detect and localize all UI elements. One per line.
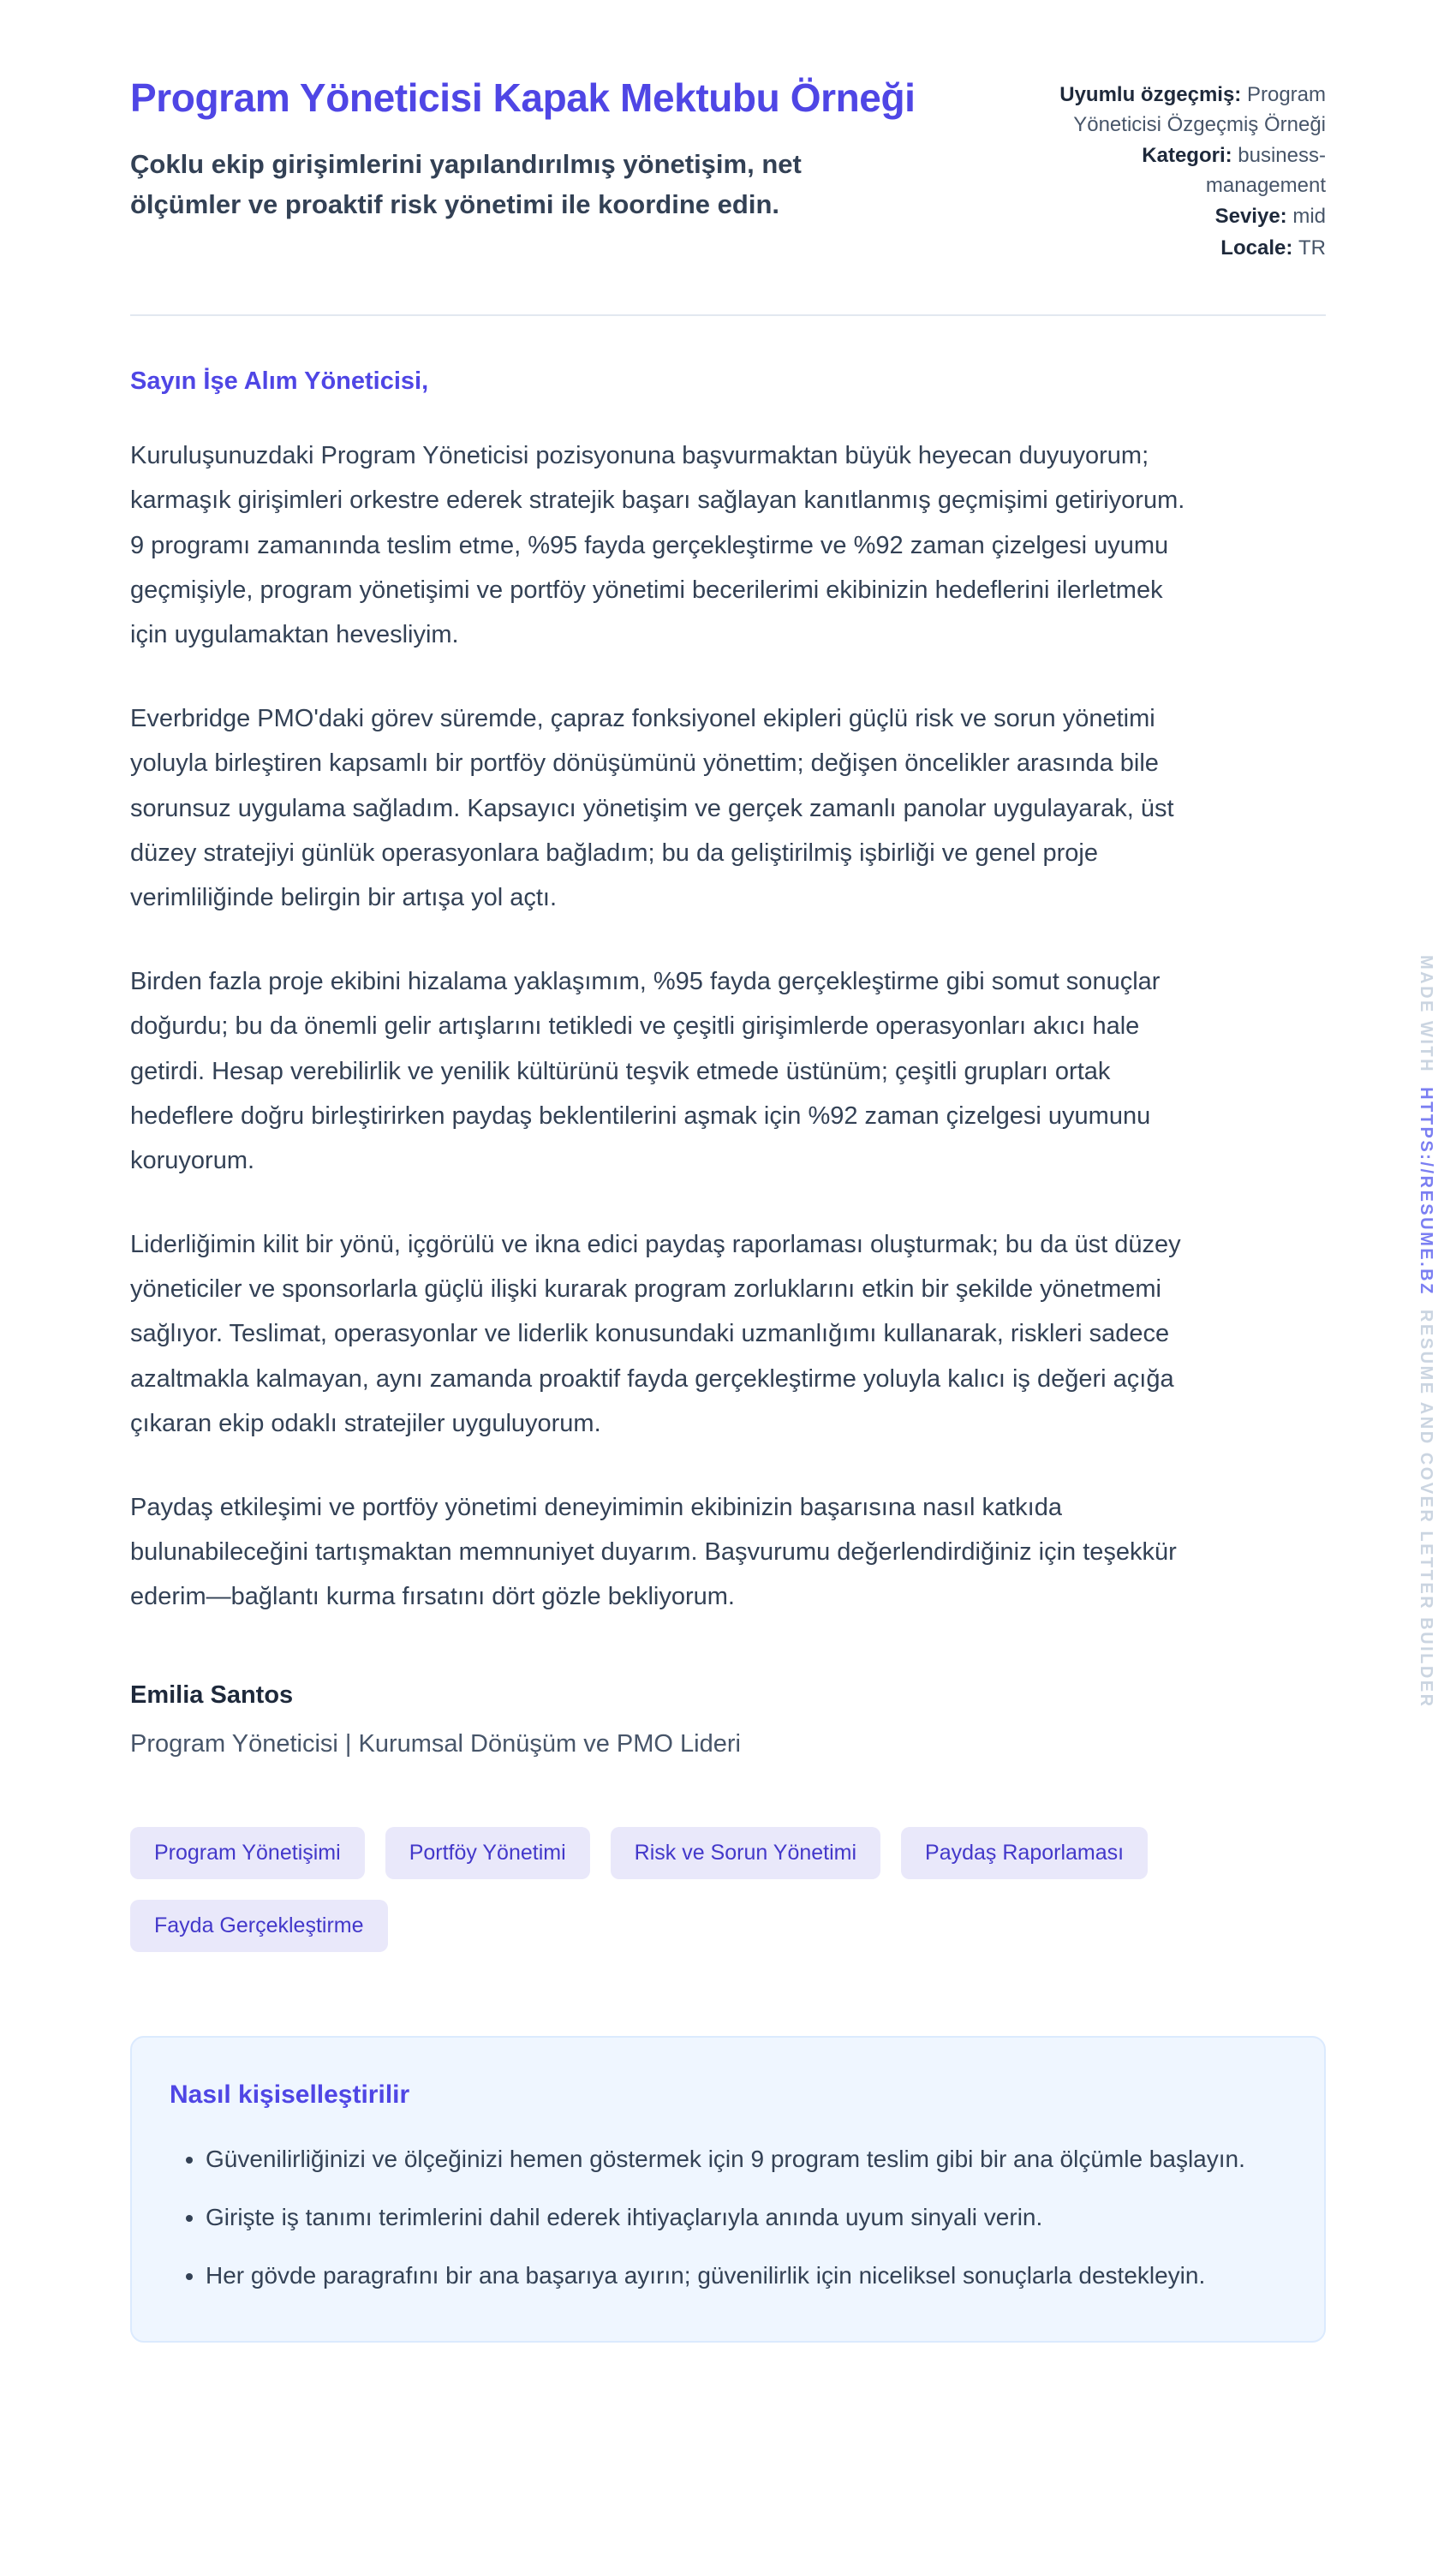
meta-row [1041,81,1326,140]
letter-body [130,367,1199,1758]
letter-paragraph: Paydaş etkileşimi ve portföy yönetimi deneyimimin ekibinizin başarısına nasıl katkıda bulunabileceğini tartışmaktan memnuniyet duyarım. Başvurumu değerlendirdiğiniz için teşekkür ederim—bağlantı kurma fırsatını dört gözle bekliyorum. [130,1494,1177,1611]
meta-label: Kategori: [1142,144,1238,168]
meta-value: mid [1292,205,1326,229]
letter-paragraph: Everbridge PMO'daki görev süremde, çapraz fonksiyonel ekipleri güçlü risk ve sorun yönetimi yoluyla birleştiren kapsamlı bir portföy dönüşümünü yönettim; değişen öncelikler arasında bile sorunsuz uygulama sağladım. Kapsayıcı yönetişim ve gerçek zamanlı panolar uygulayarak, üst düzey stratejiyi günlük operasyonlara bağladım; bu da geliştirilmiş işbirliği ve genel proje verimliliğinde belirgin bir artışa yol açtı. [130,705,1174,911]
watermark-suffix: RESUME AND COVER LETTER BUILDER [1417,1309,1435,1709]
meta-row [1041,234,1326,264]
signature-name: Emilia Santos [130,1680,294,1709]
meta-label: Uyumlu özgeçmiş: [1059,83,1247,106]
page-title: Program Yöneticisi Kapak Mektubu Örneği [130,75,916,120]
meta-row [1041,202,1326,232]
watermark [1416,955,1435,1709]
tag-pill[interactable]: Paydaş Raporlaması [901,1827,1148,1879]
meta-value: business-management [1205,144,1326,197]
tip-item: • Girişte iş tanımı terimlerini dahil ederek ihtiyaçlarıyla anında uyum sinyali verin. [206,2197,1286,2238]
tip-item: • Güvenilirliğinizi ve ölçeğinizi hemen göstermek için 9 program teslim gibi bir ana ölçümle başlayın. [206,2139,1286,2180]
tag-pill[interactable]: Program Yönetişimi [130,1827,365,1879]
tag-list [130,1827,1209,1952]
meta-label: Seviye: [1214,205,1293,229]
tag-pill[interactable]: Fayda Gerçekleştirme [130,1900,388,1952]
tips-title: Nasıl kişiselleştirilir [170,2080,410,2109]
watermark-prefix: MADE WITH [1417,955,1435,1074]
tag-pill[interactable]: Risk ve Sorun Yönetimi [611,1827,880,1879]
meta-label: Locale: [1220,236,1298,260]
meta-value-link[interactable]: Program Yöneticisi Özgeçmiş Örneği [1073,83,1326,136]
tips-list [170,2139,1286,2296]
tips-box [130,2036,1326,2343]
letter-paragraphs [130,433,1199,1619]
meta-list [1041,74,1326,265]
letter-paragraph: Birden fazla proje ekibini hizalama yaklaşımım, %95 fayda gerçekleştirme gibi somut sonuçlar doğurdu; bu da önemli gelir artışlarını tetikledi ve çeşitli girişimlerde operasyonları akıcı hale getirdi. Hesap verebilirlik ve yenilik kültürünü teşvik etmede üstünüm; çeşitli grupları ortak hedeflere doğru birleştirirken paydaş beklentilerini aşmak için %92 zaman çizelgesi uyumunu koruyorum. [130,968,1161,1174]
signature-block [130,1681,1199,1758]
page-subtitle: Çoklu ekip girişimlerini yapılandırılmış yönetişim, net ölçümler ve proaktif risk yönetimi ile koordine edin. [130,149,802,219]
header-left [130,74,1007,224]
meta-value: TR [1298,236,1326,260]
tip-item: • Her gövde paragrafını bir ana başarıya ayırın; güvenilirlik için niceliksel sonuçlarla destekleyin. [206,2255,1286,2296]
letter-paragraph: Liderliğimin kilit bir yönü, içgörülü ve ikna edici paydaş raporlaması oluşturmak; bu da üst düzey yöneticiler ve sponsorlarla güçlü ilişki kurarak program zorluklarını etkin bir şekilde yönetmemi sağlıyor. Teslimat, operasyonlar ve liderlik konusundaki uzmanlığımı kullanarak, riskleri sadece azaltmakla kalmayan, aynı zamanda proaktif fayda gerçekleştirme yoluyla kalıcı iş değeri açığa çıkaran ekip odaklı stratejiler uyguluyorum. [130,1231,1181,1437]
tag-pill[interactable]: Portföy Yönetimi [385,1827,590,1879]
meta-row [1041,141,1326,200]
letter-salutation: Sayın İşe Alım Yöneticisi, [130,367,429,396]
header-divider [130,314,1326,316]
header [130,74,1326,265]
signature-title: Program Yöneticisi | Kurumsal Dönüşüm ve PMO Lideri [130,1729,741,1758]
letter-paragraph: Kuruluşunuzdaki Program Yöneticisi pozisyonuna başvurmaktan büyük heyecan duyuyorum; karmaşık girişimleri orkestre ederek stratejik başarı sağlayan kanıtlanmış geçmişimi getiriyorum. 9 programı zamanında teslim etme, %95 fayda gerçekleştirme ve %92 zaman çizelgesi uyumu geçmişiyle, program yönetişimi ve portföy yönetimi becerilerimi ekibinizin hedeflerini ilerletmek için uygulamaktan hevesliyim. [130,442,1185,649]
watermark-link[interactable]: HTTPS://RESUME.BZ [1417,1087,1435,1296]
